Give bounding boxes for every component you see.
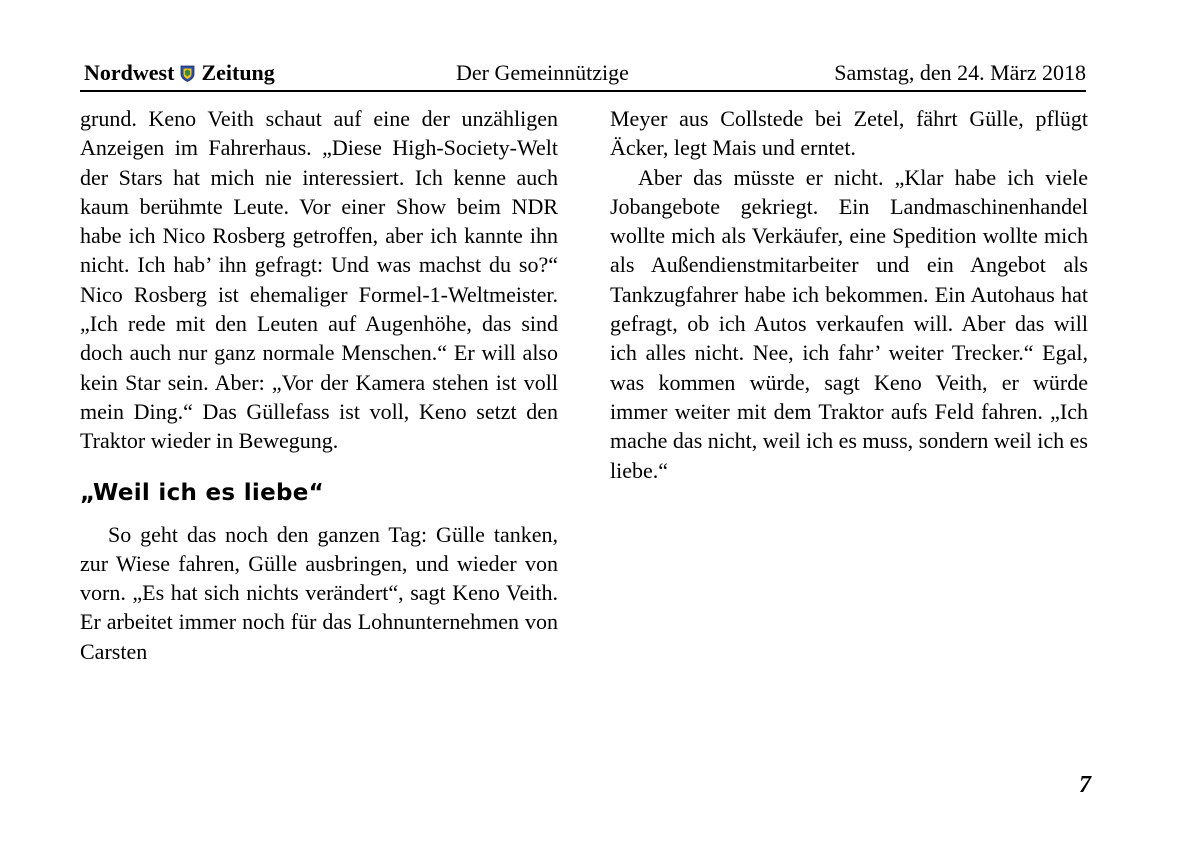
coat-of-arms-icon [180, 65, 195, 82]
section-title: Der Gemeinnützige [456, 60, 629, 85]
right-paragraph-1: Meyer aus Collstede bei Zetel, fährt Gülle, pflügt Äcker, legt Mais und erntet. [610, 106, 1088, 161]
left-paragraph-1: grund. Keno Veith schaut auf eine der unzähligen Anzeigen im Fahrerhaus. „Diese High-Society-Welt der Stars hat mich nie interessiert. Ich kenne auch kaum berühmte Leute. Vor einer Show beim NDR habe ich Nico Rosberg getroffen, aber ich kannte ihn nicht. Ich hab’ ihn gefragt: Und was machst du so?“ Nico Rosberg ist ehemaliger Formel-1-Weltmeister. „Ich rede mit den Leuten auf Augenhöhe, das sind doch auch nur ganz normale Menschen.“ Er will also kein Star sein. Aber: „Vor der Kamera stehen ist voll mein Ding.“ Das Güllefass ist voll, Keno setzt den Traktor wieder in Bewegung. [80, 106, 558, 454]
left-paragraph-2: So geht das noch den ganzen Tag: Gülle tanken, zur Wiese fahren, Gülle ausbringen, und wieder von vorn. „Es hat sich nichts verändert“, sagt Keno Veith. Er arbeitet immer noch für das Lohnunternehmen von Carsten [80, 521, 558, 664]
issue-date: Samstag, den 24. März 2018 [834, 60, 1086, 85]
left-column [80, 104, 558, 666]
right-column [610, 104, 1088, 485]
newspaper-brand [84, 58, 275, 88]
header-rule [80, 90, 1086, 92]
section-heading: „Weil ich es liebe“ [80, 479, 325, 506]
right-paragraph-2: Aber das müsste er nicht. „Klar habe ich viele Jobangebote gekriegt. Ein Landmaschinenhandel wollte mich als Verkäufer, eine Spedition wollte mich als Außendienstmitarbeiter und ein Angebot als Tankzugfahrer habe ich bekommen. Ein Autohaus hat gefragt, ob ich Autos verkaufen will. Aber das will ich alles nicht. Nee, ich fahr’ weiter Trecker.“ Egal, was kommen würde, sagt Keno Veith, er würde immer weiter mit dem Traktor aufs Feld fahren. „Ich mache das nicht, weil ich es muss, sondern weil ich es liebe.“ [610, 164, 1088, 483]
page-header [84, 58, 1086, 88]
page-number: 7 [1079, 772, 1091, 798]
brand-name-right: Zeitung [201, 60, 275, 85]
brand-name-left: Nordwest [84, 60, 175, 85]
